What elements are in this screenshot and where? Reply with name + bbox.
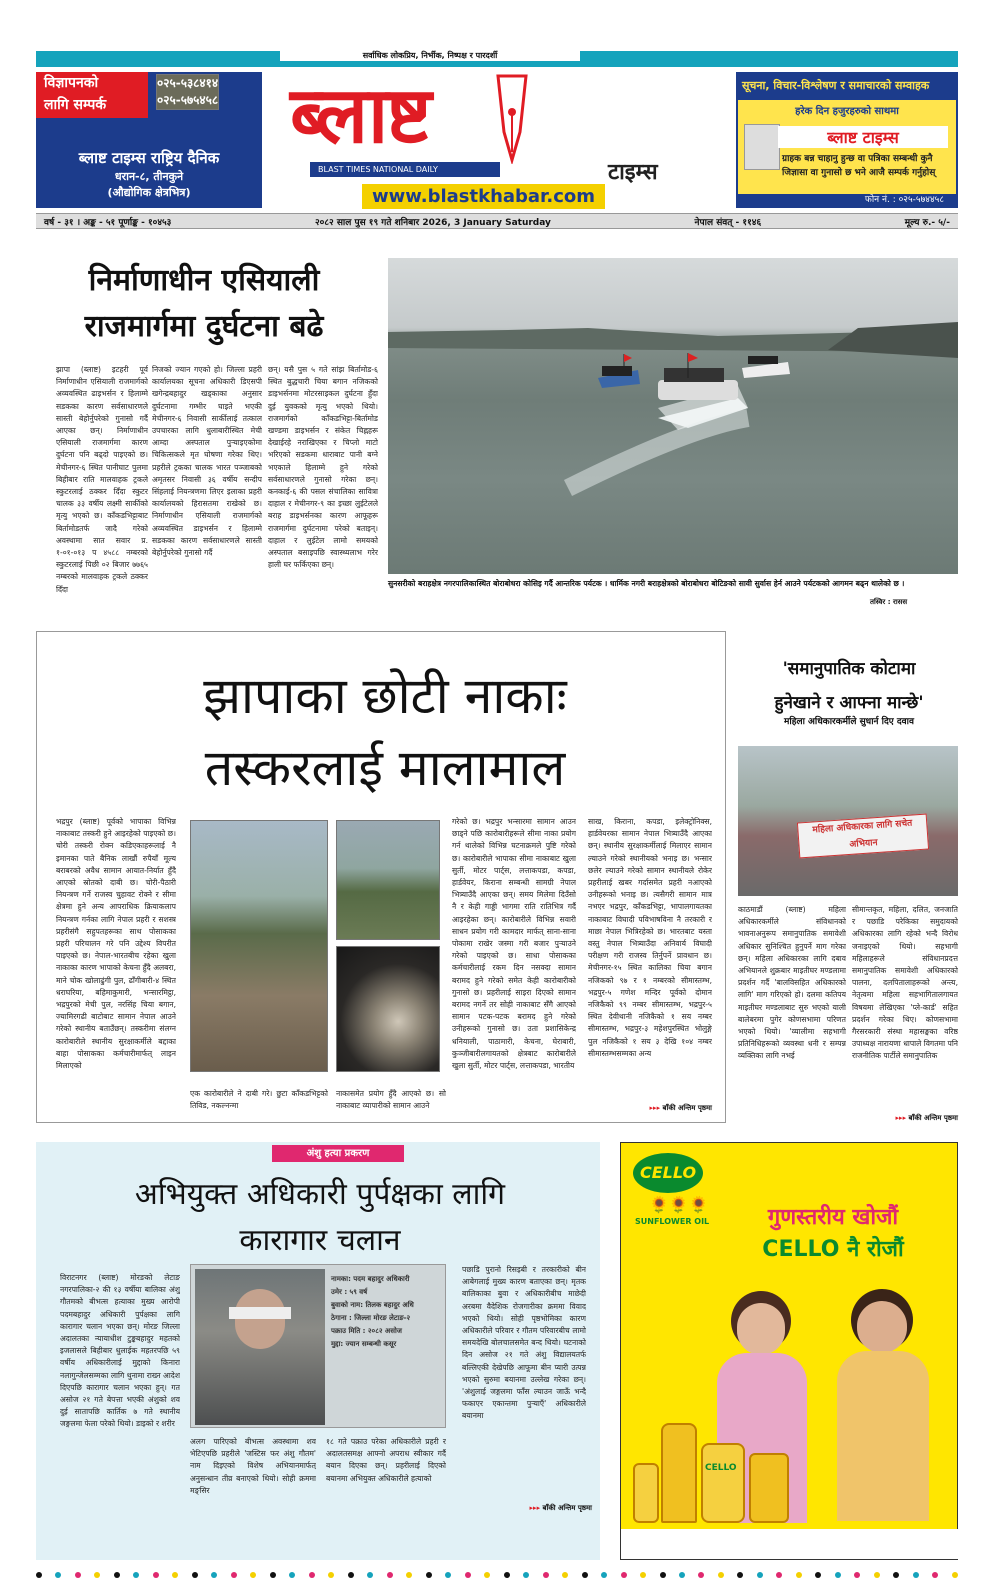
registration-dot bbox=[465, 1572, 471, 1578]
registration-dot bbox=[484, 1572, 490, 1578]
registration-dot bbox=[504, 1572, 510, 1578]
registration-dot bbox=[133, 1572, 139, 1578]
pen-nib-icon bbox=[490, 72, 534, 164]
story1-col2: निजको ज्यान गएको हो। जिल्ला प्रहरी कार्यालयका सूचना अधिकारी डिएसपी खगेन्द्रबहादुर खड्काका अनुसार दुर्घटनामा गम्भीर घाइते भएकी मेचीनगर-६ निवासी सार्कीलाई तत्काल उपचारका लागि धुलाबारीस्थित मेची आम्दा अस्पताल पुऱ्याइएकोमा चिकित्सकले मृत घोषणा गरेका थिए। प्रहरीले ट्रकका चालक भारत पञ्जाबको अमृतसर निवासी ३६ वर्षीय सन्दीप सिंहलाई नियन्त्रणमा लिएर इलाका प्रहरी कार्यालयको हिरासतमा राखेको छ। निर्माणाधीन एसियाली राजमार्गको अव्यवस्थित डाइभर्सन र हिलाम्मे सडकका कारण सर्वसाधारणले सास्ती बेहोर्नुपरेको गुनासो गर्दै bbox=[152, 365, 262, 558]
registration-dot bbox=[309, 1572, 315, 1578]
story4-headline: अभियुक्त अधिकारी पुर्पक्षका लागि कारागार चलान bbox=[134, 1177, 506, 1258]
sunflower-icon: 🌻🌻🌻 bbox=[649, 1195, 709, 1214]
dateline bbox=[36, 213, 958, 229]
registration-dot bbox=[543, 1572, 549, 1578]
registration-dot bbox=[562, 1572, 568, 1578]
registration-dot bbox=[523, 1572, 529, 1578]
sub-ad-phone: फोन नं. : ०२५-५७४४५८ bbox=[738, 194, 956, 206]
registration-dot bbox=[737, 1572, 743, 1578]
cello-product: SUNFLOWER OIL bbox=[635, 1217, 710, 1226]
story4-col1: विराटनगर (ब्लाष्ट) मोरङको लेटाङ नगरपालिका-२ की १३ वर्षीया बालिका अंशु गौतमको बीभत्स हत्याका मुख्य आरोपी पदमबहादुर अधिकारी पुर्पक्षका लागि कारागार चलान भएका छन्। मोरङ जिल्ला अदालतका न्यायाधीश टुङ्कबहादुर महतको इजलासले बिहीबार धुलाईक महतरपछि ५९ वर्षीय अधिकारीलाई मुद्दाको किनारा नलागुन्जेलसम्मका लागि थुनामा राख्न आदेश दिएपछि कारागार चलान भएका हुन्। गत असोज २१ गते बेपत्ता भएकी अंशुको शव दुई सातापछि कार्तिक ७ गते स्थानीय जङ्गलमा फेला परेको थियो। डाइको र शरीर bbox=[60, 1273, 180, 1429]
story2-photo-tail2: नाकासमेत प्रयोग हुँदै आएको छ। सो नाकाबाट व्यापारीको सामान आउने bbox=[336, 1089, 446, 1111]
registration-dot bbox=[367, 1572, 373, 1578]
registration-dot bbox=[893, 1572, 899, 1578]
story1-col3: छन्। यसै पुस ५ गते सांझ बिर्तामोड-६ स्थित बुद्धचारी चिया बगान नजिकको डाइभर्सनमा मोटरसाइकल दुर्घटना हुँदा दुई युवकको मृत्यु भएको थियो। राजमार्गको काँकडभिट्टा-बिर्तामोड खण्डमा डाइभर्सन र संकेत चिह्नहरू देखाईरहे नराखिएका र चिप्लो माटो भरिएको सडकमा धाराबाट पानी बग्ने भएकाले हिलाम्मे हुने गरेको सर्वसाधारणले गुनासो गरेका छन्। कनकाई-६ की पसल संचालिका सावित्रा दाहाल र मेचीनगर-९ का इच्छा लुईटेलले बराह डाइभर्सनका कारण आफूहरू राजमार्गमा दुर्घटनामा परेको बताइन्। दाहाल र लुईटेल लामो समयको अस्पताल बसाइपछि स्वास्थ्यलाभ गरेर हाली घर फर्किएका छन्। bbox=[268, 365, 378, 570]
cello-logo: CELLO bbox=[633, 1153, 703, 1193]
newspaper-icon bbox=[744, 124, 780, 170]
story2-col4: साख, किराना, कपडा, इलेक्ट्रोनिक्स, हार्डवेयरका सामान नेपाल भित्र्याउँदै आएका छन्। स्थानीय सुरक्षाकर्मीलाई मिलाएर सामान ल्याउने गरेको स्थानीयको भनाइ छ। भन्सार छलेर ल्याउने गरेको सामान स्थानीयले रोकेर प्रहरीलाई खबर गर्दासमेत प्रहरी नआएको उनीहरूको भनाइ छ। त्यसैगरी सामान मात्र नभएर भद्रपुर, काँकडभिट्टा, भापालगायतका नाकाबाट विघादी पविभाषविना नै तरकारी र माछा नेपाल भित्रिरहेको छ। भारतबाट यस्ता वस्तु नेपाल भित्र्याउँदा अनिवार्य विघादी परीक्षण गरी राजस्व तिर्नुपर्ने प्रावधान छ। मेचीनगर-१५ स्थित कालिका चिया बगान नजिकको ९७ र १ नम्बरको सीमास्तम्भ, भद्रपुर-५ गणेश मन्दिर पूर्वको दोमान नजिकैको ९९ नम्बर सीमास्तम्भ, भद्रपुर-५ स्थित देवीथानी नजिकैको १ सय नम्बर सीमास्तम्भ, भद्रपुर-३ महेशपुरस्थित भोलुङ्गे पुल नजिकैको १ सय ३ देखि १०४ नम्बर सीमास्तम्भसम्मका अन्य bbox=[588, 817, 712, 1058]
ad-address: धरान-८, तीनकुने (औद्योगिक क्षेत्रभित्र) bbox=[107, 170, 191, 199]
subscription-ad bbox=[736, 72, 958, 208]
cello-slogan2: CELLO नै रोजौं bbox=[762, 1237, 904, 1262]
accused-photo bbox=[190, 1264, 446, 1428]
registration-dot bbox=[172, 1572, 178, 1578]
registration-dot bbox=[757, 1572, 763, 1578]
registration-dot bbox=[153, 1572, 159, 1578]
price: मूल्य रु.- ५/- bbox=[904, 217, 950, 228]
sub-ad-text: ग्राहक बन्न चाहानु हुन्छ वा पत्रिका सम्बन्धी कुनै जिज्ञासा वा गुनासो छ भने आजै सम्पर्क गर्नुहोस् bbox=[782, 154, 936, 178]
story2-col3: गरेको छ। भद्रपुर भन्सारमा सामान आउन छाड्ने पछि कारोबारीहरूले सीमा नाका प्रयोग गर्न थालेको विभिन्न घटनाक्रमले पुष्टि गरेको छ। कारोबारीले भापाका सीमा नाकाबाट खुला सुर्ती, मोटर पार्ट्स, लत्ताकपडा, कपडा, हार्डवेयर, किराना सम्बन्धी सामग्री नेपाल भित्र्याउँदै आएका छन्। समय मिलेमा दिउँसो नै र केही गाड्डी भागमा राति रातिभित्र गर्दै आइरहेका छन्। कारोबारीले विभिन्न सवारी साधन प्रयोग गरी कामदार मार्फत् साना-साना पोकामा राखेर जस्मा गरी बजार पुऱ्याउने गरेको पाइएको छ। साधा पोसाकका कर्मचारीलाई रकम दिन नसक्दा सामान बरामद हुने गरेको समेत केही कारोबारीको गुनासो छ। प्रहरीलाई साइरा दिएको सामान बरामद नगर्ने तर सोही नाकाबाट सँगै आएको सामान पटक-पटक बरामद हुने गरेको उनीहरूको गुनासो छ। उता प्रशासिकेन्द्र धनियाली, पाठामारी, केचना, घेराबारी, कुञ्जीबारीलगायतको क्षेत्रबाट कारोबारीले खुला सुर्ती, मोटर पार्ट्स, लत्ताकपडा, भारतीय bbox=[452, 817, 576, 1071]
registration-dot bbox=[796, 1572, 802, 1578]
print-registration-marks bbox=[36, 1572, 958, 1580]
registration-dot bbox=[426, 1572, 432, 1578]
registration-dot bbox=[231, 1572, 237, 1578]
sub-ad-line1: सूचना, विचार-विश्लेषण र समाचारको सम्वाहक bbox=[738, 74, 956, 100]
story1-col1: झापा (ब्लाष्ट) इटहरी पूर्व निर्माणाधीन एसियाली राजमार्गको अव्यवस्थित ढाइभर्सन र हिलाम्मे सडकका कारण सर्वसाधारणले सास्ती बेहोर्नुपरेको गुनासो गर्दै आएका छन्। निर्माणाधीन एसियाली राजमार्गमा कारण दुर्घटना पनि बढ्दो पाइएको छ। मेचीनगर-६ स्थित पानीघाट पुलमा बिहीबार राति मालवाहक ट्रकले स्कुटरलाई ठक्कर दिँदा स्कुटर चालक ३३ वर्षीय लक्ष्मी सार्कीको मृत्यु भएको छ। काँकडभिट्टाबाट बिर्तामोडतर्फ जादै गरेको अवस्थामा सात सवार प्र. १-०१-०१३ प ४५८८ नम्बरको स्कुटरलाई पिछी ०२ बिजार ७७६५ नम्बरको मालवाहक ट्रकले ठक्कर दिँदा bbox=[56, 365, 148, 594]
registration-dot bbox=[211, 1572, 217, 1578]
photo1-credit: तस्विर : रासस bbox=[870, 598, 908, 606]
masthead-logo: ब्लाष्ट bbox=[290, 70, 430, 161]
nepal-sambat: नेपाल संवत् - ११४६ bbox=[694, 217, 762, 228]
story3-continued[interactable]: ▸▸▸ बाँकी अन्तिम पृष्ठमा bbox=[895, 1114, 958, 1122]
story4-col1b: अलग पारिएको बीभत्स अवस्थामा शव भेटिएपछि प्रहरीले 'जस्टिस फर अंशु गौतम' नाम दिइएको विशेष अभियानमार्फत् अनुसन्धान तीव्र बनाएको थियो। सोही क्रममा मङ्सिर bbox=[190, 1437, 316, 1495]
issue-date: २०८२ साल पुस १९ गते शनिबार 2026, 3 January Saturday bbox=[314, 217, 551, 228]
registration-dot bbox=[328, 1572, 334, 1578]
registration-dot bbox=[192, 1572, 198, 1578]
registration-dot bbox=[874, 1572, 880, 1578]
registration-dot bbox=[698, 1572, 704, 1578]
ad-contact-title: विज्ञापनको लागि सम्पर्क bbox=[36, 72, 148, 118]
story4-col2b: १८ गते पक्राउ परेका अधिकारीले प्रहरी र अदालतसमक्ष आफ्नो अपराध स्वीकार गर्दै बयान दिएका छन्। प्रहरीलाई दिएको बयानमा अभियुक्त अधिकारीले हत्याको bbox=[326, 1437, 446, 1483]
registration-dot bbox=[250, 1572, 256, 1578]
cello-certification-strip bbox=[621, 1529, 959, 1559]
boating-photo bbox=[388, 258, 958, 574]
registration-dot bbox=[445, 1572, 451, 1578]
registration-dot bbox=[932, 1572, 938, 1578]
story1-headline: निर्माणाधीन एसियाली राजमार्गमा दुर्घटना बढे bbox=[84, 263, 324, 344]
registration-dot bbox=[660, 1572, 666, 1578]
story3-headline: 'समानुपातिक कोटामा हुनेखाने र आफ्ना मान्छे' bbox=[774, 659, 924, 713]
registration-dot bbox=[835, 1572, 841, 1578]
registration-dot bbox=[289, 1572, 295, 1578]
registration-dot bbox=[36, 1572, 42, 1578]
registration-dot bbox=[75, 1572, 81, 1578]
boats-illustration bbox=[388, 258, 958, 574]
masthead-subtitle: टाइम्स bbox=[608, 160, 658, 185]
story4-kicker: अंशु हत्या प्रकरण bbox=[272, 1145, 404, 1162]
protest-banner: महिला अधिकारका लागि सचेत अभियान bbox=[797, 814, 929, 859]
registration-dot bbox=[406, 1572, 412, 1578]
smuggling-photo-2 bbox=[336, 820, 440, 940]
police-doc: नामका: पदम बहादुर अधिकारी उमेर : ५९ वर्ष बुवाको नाम: तिलक बहादुर अधि ठेगाना : जिल्ला मोरङ लेटाङ-२ पक्राउ मिति : २०८२ असोज मुद्दा: ज्यान सम्बन्धी कसूर bbox=[331, 1275, 414, 1348]
registration-dot bbox=[348, 1572, 354, 1578]
cello-models-illustration: CELLO bbox=[621, 1143, 959, 1561]
registration-dot bbox=[55, 1572, 61, 1578]
story2-col1: भद्रपुर (ब्लाष्ट) पूर्वको भापाका विभिन्न नाकाबाट तस्करी हुने आइरहेको पाइएको छ। चोरी तस्करी रोक्न कडिएकाहरूलाई नै इमानका पाते बैनिक लाखौं रुपैयाँ मूल्य बराबरको अवैध सामान आयात-निर्यात हुँदै आएको स्रोतको दाबी छ। चोरी-पैठारी नियन्त्रण गर्ने राजस्व चुहावट रोक्ने र सीमा क्षेत्रमा हुने अन्य आपराधिक क्रियाकलाप नियन्त्रण गर्नका लागि नेपाल प्रहरी र सशस्त्र प्रहरीसंगै सहुपतहरूका साथ पोसाकका प्रहरी परिचालन गरे पनि उद्देश्य विपरीत पाइएको छ। नेपाल-भारतबीच रहेका खुला नाकाका कारण भापाको केचना हुँदै अलबरा, माने चोक खोलाढुंगी पुल, ढाँगीबारी-४ स्थित धराघरिया, बहिमाकुमारी, भन्सारमिट्ठा, भद्रपुरको मेची पुल, नरसिंह चिया बगान, ज्यामिरगढी बाटोबाट सामान नेपाल आउने गरेको स्थानीय बताउँछन्। तस्करीमा संलग्न कारोबारीले स्थानीय सुरक्षाकर्मीले बद्दाका बाहा पोसाकका कर्मचारीमार्फत् लाइन मिलाएको bbox=[56, 817, 176, 1071]
story2-headline: झापाका छोटी नाकाः तस्करलाई मालामाल bbox=[203, 667, 567, 797]
registration-dot bbox=[94, 1572, 100, 1578]
sub-ad-brand: ब्लाष्ट टाइम्स bbox=[778, 126, 948, 148]
registration-dot bbox=[387, 1572, 393, 1578]
sub-ad-line2: हरेक दिन हजुरहरुको साथमा bbox=[795, 106, 899, 117]
registration-dot bbox=[815, 1572, 821, 1578]
ad-phones: ०२५-५३८४१४ ०२५-५७५४५८ bbox=[156, 74, 219, 110]
masthead bbox=[290, 68, 720, 210]
registration-dot bbox=[679, 1572, 685, 1578]
cello-slogan1: गुणस्तरीय खोजौं bbox=[767, 1205, 899, 1230]
registration-dot bbox=[718, 1572, 724, 1578]
registration-dot bbox=[854, 1572, 860, 1578]
masthead-url[interactable]: www.blastkhabar.com bbox=[362, 184, 605, 209]
registration-dot bbox=[621, 1572, 627, 1578]
registration-dot bbox=[601, 1572, 607, 1578]
cello-ad bbox=[620, 1142, 958, 1560]
tagline: सर्वाधिक लोकप्रिय, निर्भीक, निष्पक्ष र पारदर्शी bbox=[280, 50, 580, 61]
smuggling-photo-3 bbox=[336, 946, 440, 1072]
story4-col3: पछाडि पुरानो रिसइबी र तरकारीको बीन आबेगलाई मुख्य कारण बताएका छन्। मृतक बालिकाका बुवा र अधिकारीबीच माछेदी अरबमा वैदेशिक रोजगारीका क्रममा विवाद भएको थियो। सोही पृष्ठभोमिका कारण अधिकारीले परिवार र गौतम परिवारबीच लामो समयदेखि बोलचालसमेत बन्द थियो। घटनाको दिन असोज २१ गते अंशु विद्यालयतर्फ बल्लिएकी देखेपछि आफूमा बीन प्यारी उत्पन्न भएको सुरुमा बयानमा उल्लेख गरेका छन्। 'अंशुलाई जङ्गलमा फाँस ल्याउन जाऊँ भन्दै फकाएर एकान्तमा पुऱ्याएँ' अधिकारीले बयानमा bbox=[462, 1265, 586, 1421]
registration-dot bbox=[114, 1572, 120, 1578]
smuggling-photo-1 bbox=[190, 820, 328, 1072]
protest-photo bbox=[738, 746, 958, 896]
story3-col2: सीमान्तकृत, महिला, दलित, जनजाति र पछाडि परेकिका समुदायको अधिकारका लागि रहेको भन्दै विरोध जनाइएको थियो। सहभागी महिलाहरूले संविधानप्रदत्त समानुपातिक समावेशी अधिकारको पालना, दलपितालाहरूको अन्त्य, नेतृत्वमा महिला सहभागितालगायत विषयमा लेखिएका 'प्ले-कार्ड' सहित प्रदर्शन गरेका थिए। कोणसभामा गैरसरकारी संस्था महासङ्घका वरिष्ठ उपाध्यक्ष नारायणा धापाले विगतमा पनि राजनीतिक पार्टीले समानुपातिक bbox=[852, 905, 958, 1061]
registration-dot bbox=[952, 1572, 958, 1578]
registration-dot bbox=[582, 1572, 588, 1578]
volume-info: वर्ष - ३१ । अङ्क - ५१ पूर्णाङ्क - १०४५३ bbox=[44, 217, 172, 228]
story3-col1: काठमाडौं (ब्लाष्ट) महिला अधिकारकर्मीले संविधानको भावनाअनुरूप समानुपातिक समावेशी अधिकार सुनिश्चित हुनुपर्ने माग गरेका छन्। महिला अधिकारका लागि दबाव अभियानले शुक्रबार माइतीघर मण्डलामा प्रदर्शन गर्दै 'बालविसहित अधिकारको लागि' माग गरिएको हो। दलमा कतिपय माइतीघर मण्डलाबाट सुरु भएको याली बालेबरमा पुगेर कोणसभामा परिणत भएको थियो। 'व्यालीमा सहभागी प्रतिनिधिहरूको व्यवस्था धनी र सम्पन्न व्यक्तिका लागि नभई bbox=[738, 905, 846, 1061]
registration-dot bbox=[913, 1572, 919, 1578]
story3-subheadline: महिला अधिकारकर्मीले सुधार्न दिए दवाव bbox=[783, 717, 914, 727]
masthead-english-name: BLAST TIMES NATIONAL DAILY bbox=[310, 162, 500, 177]
accused-portrait bbox=[195, 1269, 325, 1425]
ad-paper-name: ब्लाष्ट टाइम्स राष्ट्रिय दैनिक bbox=[78, 149, 220, 167]
registration-dot bbox=[270, 1572, 276, 1578]
registration-dot bbox=[776, 1572, 782, 1578]
story4-continued[interactable]: ▸▸▸ बाँकी अन्तिम पृष्ठमा bbox=[529, 1504, 592, 1512]
story2-photo-tail: एक कारोबारीले ने दाबी गरे। छुटा काँकडभिट्टको तिविड, नकल्नन्मा bbox=[190, 1089, 328, 1111]
registration-dot bbox=[640, 1572, 646, 1578]
ad-contact-box bbox=[36, 72, 262, 208]
story2-continued[interactable]: ▸▸▸ बाँकी अन्तिम पृष्ठमा bbox=[649, 1104, 712, 1112]
photo1-caption: सुनसरीको बराहक्षेत्र नगरपालिकास्थित बोराबोधरा कोसिइ गर्दै आन्तरिक पर्यटक । धार्मिक नगरी बराहक्षेत्रको बोराबोधरा बोटिङको सावी सुर्वास हेर्न आउने पर्यटकको आगमन बढ्न थालेको छ । bbox=[388, 579, 905, 588]
